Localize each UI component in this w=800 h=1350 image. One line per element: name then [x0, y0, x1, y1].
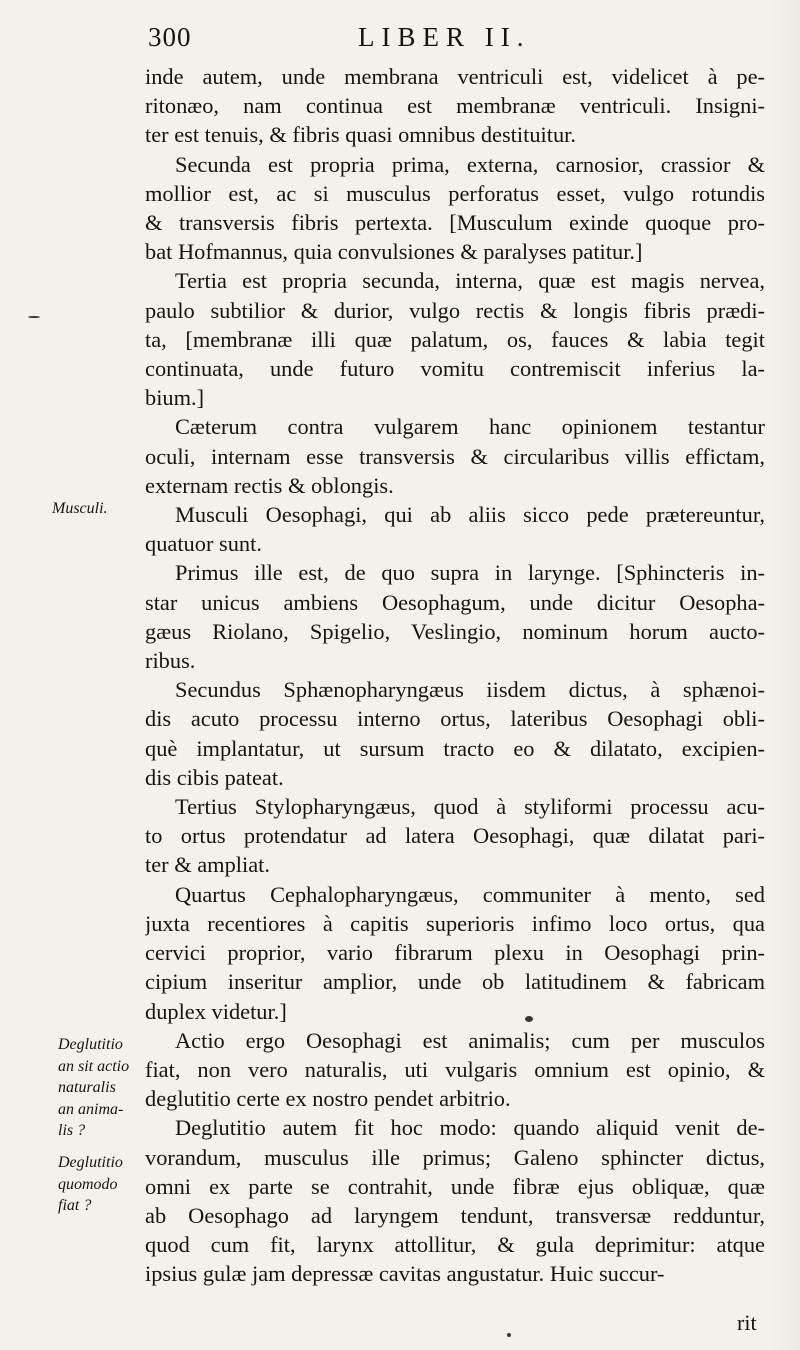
text-line: vorandum, musculus ille primus; Galeno sphincter dictus, — [145, 1144, 765, 1170]
page-edge-shadow — [770, 0, 800, 1350]
text-line: ta, [membranæ illi quæ palatum, os, fauces & labia tegit — [145, 326, 765, 352]
text-line: juxta recentiores à capitis superioris infimo loco ortus, qua — [145, 910, 765, 936]
text-line: Secunda est propria prima, externa, carnosior, crassior & — [175, 151, 765, 177]
ink-speck — [525, 1016, 533, 1022]
text-line: Tertius Stylopharyngæus, quod à styliformi processu acu- — [175, 794, 765, 820]
text-line: fiat, non vero naturalis, uti vulgaris omnium est opinio, & — [145, 1056, 765, 1082]
margin-note-line: Deglutitio — [58, 1036, 123, 1053]
text-line: què implantatur, ut sursum tracto eo & dilatato, excipien- — [145, 735, 765, 761]
margin-note-musculi — [52, 498, 144, 520]
text-line: cipium inseritur amplior, unde ob latitudinem & fabricam — [145, 969, 765, 995]
text-line: dis acuto processu interno ortus, lateribus Oesophagi obli- — [145, 706, 765, 732]
paragraph — [145, 62, 765, 150]
text-line: ritonæo, nam continua est membranæ ventriculi. Insigni- — [145, 93, 765, 119]
text-line: quod cum fit, larynx attollitur, & gula deprimitur: atque — [145, 1232, 765, 1258]
text-line: externam rectis & oblongis. — [145, 472, 394, 498]
text-line: ipsius gulæ jam depressæ cavitas angustatur. Huic succur- — [145, 1261, 665, 1287]
margin-note-deglutitio-actio — [58, 1034, 150, 1142]
paragraph — [145, 1026, 765, 1114]
text-line: duplex videtur.] — [145, 998, 287, 1024]
text-line: Actio ergo Oesophagi est animalis; cum per musculos — [175, 1027, 765, 1053]
margin-note-line: naturalis — [58, 1079, 116, 1096]
body-text — [145, 62, 765, 1289]
margin-note-line: quomodo — [58, 1175, 118, 1193]
text-line: omni ex parte se contrahit, unde fibræ ejus obliquæ, quæ — [145, 1173, 765, 1199]
text-line: & transversis fibris pertexta. [Musculum exinde quoque pro- — [145, 210, 765, 236]
text-line: mollior est, ac si musculus perforatus esset, vulgo rotundis — [145, 180, 765, 206]
text-line: dis cibis pateat. — [145, 764, 284, 790]
margin-note-deglutitio-modus — [58, 1152, 150, 1217]
page-header — [148, 16, 708, 56]
text-line: Tertia est propria secunda, interna, quæ est magis nervea, — [175, 268, 765, 294]
paragraph — [145, 792, 765, 880]
text-line: inde autem, unde membrana ventriculi est, videlicet à pe- — [145, 64, 765, 89]
text-line: to ortus protendatur ad latera Oesophagi, quæ dilatat pari- — [145, 823, 765, 849]
margin-note-line: Deglutitio — [58, 1154, 123, 1171]
text-line: paulo subtilior & durior, vulgo rectis & longis fibris prædi- — [145, 297, 765, 323]
text-line: Deglutitio autem fit hoc modo: quando aliquid venit de- — [175, 1115, 765, 1141]
margin-note-line: an anima- — [58, 1100, 124, 1118]
text-line: quatuor sunt. — [145, 531, 262, 557]
catchword: rit — [737, 1310, 757, 1335]
page-number: 300 — [148, 22, 192, 52]
text-line: bat Hofmannus, quia convulsiones & paralyses patitur.] — [145, 239, 643, 265]
text-line: Quartus Cephalopharyngæus, communiter à mento, sed — [175, 881, 765, 907]
text-line: bium.] — [145, 385, 205, 411]
text-line: ter & ampliat. — [145, 852, 270, 878]
text-line: deglutitio certe ex nostro pendet arbitrio. — [145, 1086, 511, 1112]
paragraph — [145, 266, 765, 412]
text-line: gæus Riolano, Spigelio, Veslingio, nominum horum aucto- — [145, 618, 765, 644]
text-line: cervici proprior, vario fibrarum plexu in Oesophagi prin- — [145, 940, 765, 966]
text-line: Primus ille est, de quo supra in larynge. [Sphincteris in- — [175, 560, 765, 586]
paragraph — [145, 880, 765, 1026]
text-line: oculi, internam esse transversis & circularibus villis effictam, — [145, 443, 765, 469]
ink-speck — [507, 1333, 511, 1337]
text-line: Cæterum contra vulgarem hanc opinionem testantur — [175, 414, 765, 440]
text-line: Musculi Oesophagi, qui ab aliis sicco pede prætereuntur, — [175, 502, 765, 528]
text-line: ribus. — [145, 648, 196, 674]
text-line: Secundus Sphænopharyngæus iisdem dictus, à sphænoi- — [175, 677, 765, 703]
paragraph — [145, 500, 765, 558]
text-line: ab Oesophago ad laryngem tendunt, transversæ redduntur, — [145, 1202, 765, 1228]
paragraph — [145, 150, 765, 267]
margin-note-text: Musculi. — [52, 500, 108, 517]
paragraph — [145, 675, 765, 792]
margin-note-line: fiat ? — [58, 1197, 92, 1214]
margin-note-line: lis ? — [58, 1122, 86, 1139]
paragraph — [145, 558, 765, 675]
paragraph — [145, 412, 765, 500]
text-line: continuata, unde futuro vomitu contremiscit inferius la- — [145, 356, 765, 382]
ink-speck — [28, 316, 40, 318]
running-head: LIBER II. — [358, 22, 531, 52]
margin-note-line: an sit actio — [58, 1057, 130, 1075]
text-line: ter est tenuis, & fibris quasi omnibus destituitur. — [145, 122, 576, 148]
paragraph — [145, 1113, 765, 1288]
text-line: star unicus ambiens Oesophagum, unde dicitur Oesopha- — [145, 589, 765, 615]
